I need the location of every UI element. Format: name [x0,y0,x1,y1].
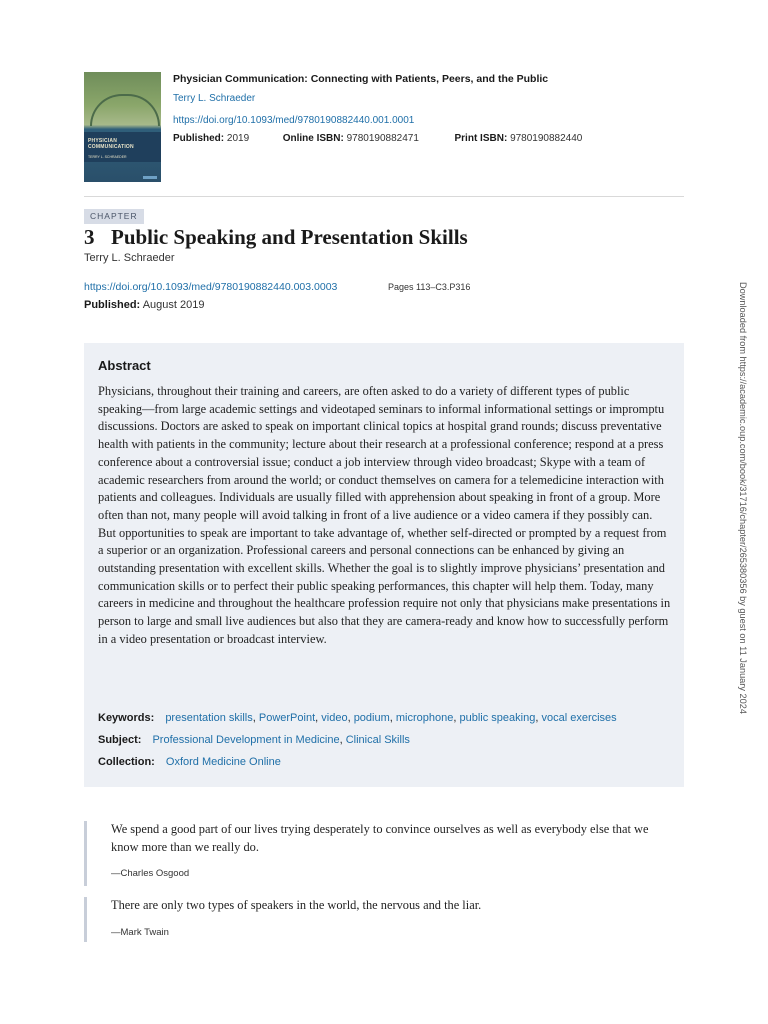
abstract-heading: Abstract [98,358,151,373]
epigraph-quote [84,897,677,942]
quote-attribution: —Mark Twain [111,927,169,938]
book-published-label: Published: [173,133,225,144]
chapter-title-text: Public Speaking and Presentation Skills [111,225,468,249]
book-author-link[interactable]: Terry L. Schraeder [173,93,256,104]
keyword-link[interactable]: presentation skills [165,712,253,724]
cover-title: PHYSICIAN COMMUNICATION [88,138,134,150]
cover-publisher-mark [143,176,157,179]
keyword-link[interactable]: public speaking [459,712,536,724]
chapter-doi-link[interactable]: https://doi.org/10.1093/med/9780190882440.003.0003 [84,281,338,293]
online-isbn-value: 9780190882471 [346,133,419,144]
subject-link[interactable]: Clinical Skills [345,734,410,746]
book-published-value: 2019 [226,133,250,144]
quote-text: There are only two types of speakers in the world, the nervous and the liar. [111,898,482,912]
online-isbn-label: Online ISBN: [282,133,344,144]
quote-text: We spend a good part of our lives trying desperately to convince ourselves as well as everybody else that we know more than we really do. [111,822,649,854]
cover-author: TERRY L. SCHRAEDER [88,155,127,159]
chapter-published-value: August 2019 [142,299,205,311]
chapter-title [84,225,468,250]
chapter-published-label: Published: [84,299,141,311]
download-watermark [737,282,749,742]
chapter-pages: Pages 113–C3.P316 [388,282,471,292]
epigraph-quote [84,821,677,886]
book-doi-link[interactable]: https://doi.org/10.1093/med/9780190882440.001.0001 [173,115,415,126]
collection-row [98,756,281,768]
collection-link[interactable]: Oxford Medicine Online [165,756,281,768]
keyword-link[interactable]: vocal exercises [541,712,617,724]
keyword-link[interactable]: video [321,712,348,724]
chapter-type-badge: CHAPTER [84,209,144,224]
subject-row: Subject: Professional Development in Medicine, Clinical Skills [98,734,410,746]
print-isbn-label: Print ISBN: [454,133,508,144]
abstract-panel [84,343,684,787]
subject-label: Subject: [98,734,142,746]
keyword-link[interactable]: podium [353,712,390,724]
book-cover-image[interactable] [84,72,161,182]
print-isbn-value: 9780190882440 [510,133,583,144]
keyword-link[interactable]: microphone [395,712,454,724]
download-watermark-text: Downloaded from https://academic.oup.com/book/31716/chapter/265380356 by guest on 11 January 2024 [738,282,748,714]
abstract-text: Physicians, throughout their training and careers, are often asked to do a variety of different types of public speaking—from large academic settings and videotaped seminars to informal informational settings or impromptu discussions. Doctors are asked to speak on important clinical topics at hospital grand rounds; discuss preventative health with patients in the community; lecture about their research at a professional conference; respond at a press conference about a controversial issue; conduct a job interview through video broadcast; Skype with a team of academic researchers from around the world; or conduct themselves on camera for a telemedicine interaction with patients and colleagues. Individuals are usually filled with apprehension about speaking in front of a group. More often than not, many people will avoid talking in front of a live audience or a video camera if they possibly can. But opportunities to speak are important to take advantage of, whether self-directed or prompted by a request from a superior or an organization. Professional careers and personal connections can be enhanced by giving an outstanding presentation with excellent skills. Whether the goal is to slightly improve physicians’ presentation and communication skills or to perfect their public speaking performances, this chapter will help them. Today, many careers in medicine and throughout the healthcare profession require not only that physicians make presentations in person to large and small live audiences but also that they are camera-ready and know how to successfully perform in a video presentation or broadcast interview. [98,384,671,646]
quote-attribution: —Charles Osgood [111,868,190,879]
chapter-number: 3 [84,225,95,249]
book-title[interactable]: Physician Communication: Connecting with Patients, Peers, and the Public [173,73,549,85]
subject-link[interactable]: Professional Development in Medicine [152,734,340,746]
cover-bridge-art [90,94,160,126]
keyword-link[interactable]: PowerPoint [258,712,316,724]
keywords-row: Keywords: presentation skills, PowerPoint, video, podium, microphone, public speaking, vocal exercises [98,712,617,724]
book-publication-info [173,133,582,144]
collection-label: Collection: [98,756,155,768]
header-divider [84,196,684,197]
chapter-published [84,299,204,311]
keywords-label: Keywords: [98,712,155,724]
chapter-author: Terry L. Schraeder [84,252,175,264]
book-header [84,72,684,184]
